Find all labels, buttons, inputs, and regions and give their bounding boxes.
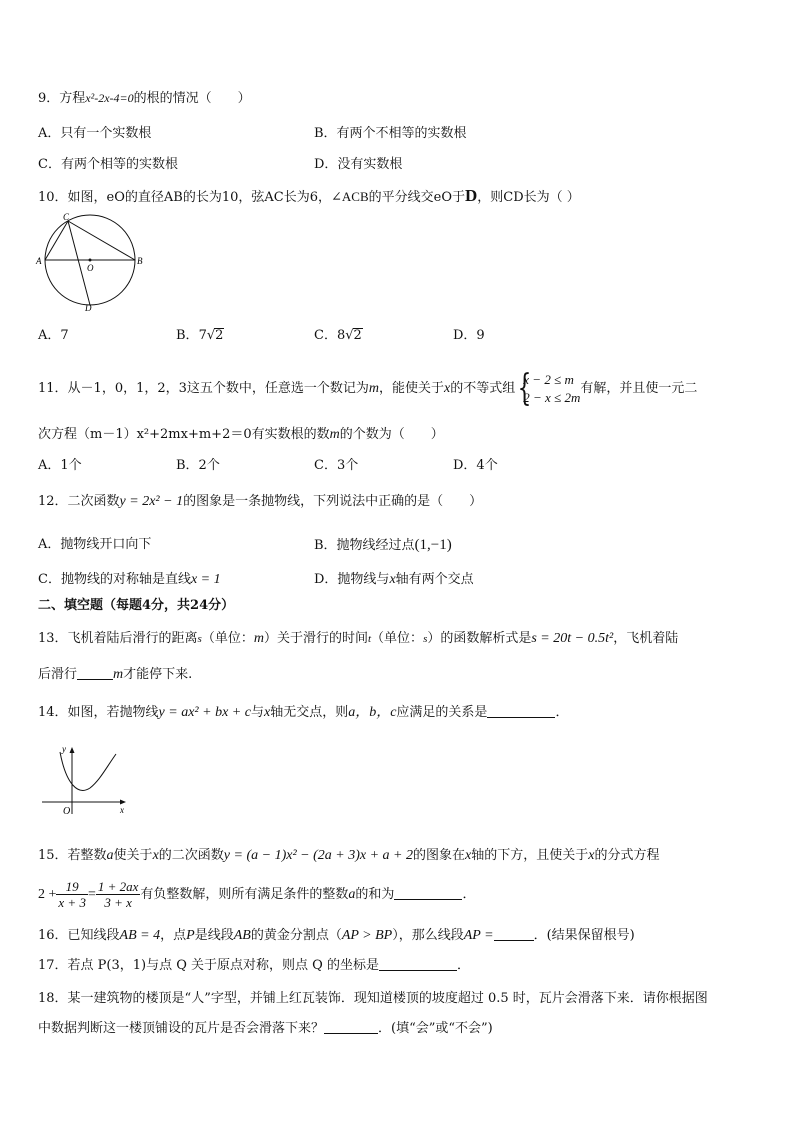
q16-point-p: P bbox=[186, 928, 195, 943]
q15-fraction-2-numerator: 1 + 2ax bbox=[97, 879, 139, 894]
q12-option-d-text-a: D．抛物线与 bbox=[314, 572, 390, 587]
q11-stem-line2 bbox=[38, 426, 444, 444]
q13-stem-b: （单位： bbox=[201, 631, 254, 646]
q13-var-t: t bbox=[367, 633, 372, 645]
q12-option-c-text: C．抛物线的对称轴是直线 bbox=[38, 572, 191, 587]
q9-option-c: C．有两个相等的实数根 bbox=[38, 157, 178, 172]
q10-option-c-radicand: 2 bbox=[353, 328, 362, 343]
q18-stem: 18．某一建筑物的楼顶是“人”字型，并铺上红瓦装饰．现知道楼顶的坡度超过 0.5 时，瓦片会滑落下来．请你根据图 bbox=[38, 991, 708, 1006]
q14-parabola-figure bbox=[38, 740, 134, 818]
q12-option-c-equation: x = 1 bbox=[190, 572, 221, 587]
q10-circle-figure bbox=[34, 210, 146, 312]
q14-stem-b: 与 bbox=[250, 705, 264, 720]
q14-stem-e: ． bbox=[555, 705, 569, 720]
q13-line2-b: 才能停下来. bbox=[123, 667, 193, 682]
q16-stem-f: ．(结果保留根号) bbox=[533, 928, 635, 943]
q11-stem bbox=[38, 367, 698, 409]
q9-equation: x²-2x-4=0 bbox=[85, 91, 134, 105]
q16-segment-length: AB = 4 bbox=[119, 928, 161, 943]
section-fill-in-blank-heading: 二、填空题（每题4分，共24分） bbox=[38, 598, 235, 613]
q9-option-a: A．只有一个实数根 bbox=[38, 126, 152, 141]
q16-stem-a: 16．已知线段 bbox=[38, 928, 120, 943]
q11-option-a: A．1个 bbox=[38, 458, 82, 473]
q10-stem-d: O于 bbox=[441, 190, 466, 205]
q11-var-x: x bbox=[444, 381, 451, 396]
q15-stem bbox=[38, 847, 659, 865]
q13-function: s = 20t − 0.5t² bbox=[531, 631, 614, 646]
q10-stem-b: O的直径AB的长为10，弦AC长为6， bbox=[114, 190, 331, 205]
q13-unit-m: m bbox=[253, 631, 264, 646]
q9-option-b: B．有两个不相等的实数根 bbox=[314, 126, 467, 141]
q17-stem-a: 17．若点 P(3，1)与点 Q 关于原点对称，则点 Q 的坐标是 bbox=[38, 958, 379, 973]
q15-eq-prefix: 2 + bbox=[38, 887, 57, 902]
q10-stem-c: 的平分线交 bbox=[368, 190, 434, 205]
q17-answer-blank[interactable] bbox=[379, 956, 457, 971]
q11-stem-c: 的不等式组 bbox=[450, 381, 516, 396]
q15-stem-c: 的二次函数 bbox=[158, 848, 224, 863]
q11-stem-a: 11．从－1，0，1，2，3这五个数中，任意选一个数记为 bbox=[38, 381, 369, 396]
q10-option-b-sqrt: √ bbox=[206, 328, 216, 343]
q16-segment-ab: AB bbox=[233, 928, 251, 943]
q9-stem-a: 9．方程 bbox=[38, 91, 86, 106]
q12-stem-a: 12．二次函数 bbox=[38, 494, 120, 509]
q10-circle-symbol-2: e bbox=[433, 190, 442, 205]
q10-angle: ∠ACB bbox=[331, 189, 369, 204]
q14-function: y = ax² + bx + c bbox=[158, 705, 251, 720]
q16-stem-e: ），那么线段 bbox=[392, 928, 464, 943]
q15-fraction-2-denominator: 3 + x bbox=[104, 895, 132, 910]
q13-stem-line2 bbox=[38, 665, 192, 684]
q14-stem-c: 轴无交点，则 bbox=[270, 705, 349, 720]
q10-option-c-label: C． bbox=[314, 328, 337, 343]
q12-option-b-point: (1,−1) bbox=[414, 537, 452, 553]
q16-stem-c: 是线段 bbox=[194, 928, 234, 943]
q18-line2-a: 中数据判断这一楼顶铺设的瓦片是否会滑落下来？ bbox=[38, 1021, 325, 1036]
q11-inequality-2: 2 − x ≤ 2m bbox=[523, 389, 581, 405]
q14-x-axis-arrow bbox=[120, 800, 126, 805]
q13-line2-m: m bbox=[113, 667, 124, 682]
q12-option-d bbox=[314, 571, 474, 589]
q10-option-a: A．7 bbox=[38, 328, 69, 343]
q10-label-a: A bbox=[36, 256, 42, 266]
q15-fraction-1-numerator: 19 bbox=[56, 879, 88, 895]
q10-stem bbox=[38, 187, 580, 207]
q13-stem-f: ，飞机着陆 bbox=[613, 631, 679, 646]
q14-y-axis-arrow bbox=[70, 747, 75, 753]
q10-circle-symbol-1: e bbox=[106, 190, 115, 205]
q10-option-b-label: B． bbox=[176, 328, 199, 343]
q18-answer-blank[interactable] bbox=[324, 1019, 378, 1034]
q13-stem-a: 13．飞机着陆后滑行的距离 bbox=[38, 631, 198, 646]
q18-stem-line2 bbox=[38, 1019, 493, 1038]
q13-stem-c: ）关于滑行的时间 bbox=[263, 631, 368, 646]
q11-option-b: B．2个 bbox=[176, 458, 220, 473]
q15-answer-blank[interactable] bbox=[394, 885, 462, 900]
q10-stem-a: 10．如图， bbox=[38, 190, 107, 205]
q15-fraction-1-denominator: x + 3 bbox=[58, 895, 86, 910]
q12-option-d-text-b: 轴有两个交点 bbox=[395, 572, 474, 587]
q14-stem bbox=[38, 703, 568, 722]
q13-line2-a: 后滑行 bbox=[38, 667, 78, 682]
q12-stem-b: 的图象是一条抛物线，下列说法中正确的是（ ） bbox=[183, 494, 483, 509]
q12-option-d-x: x bbox=[389, 572, 396, 587]
q14-label-x: x bbox=[120, 805, 124, 815]
q10-label-b: B bbox=[137, 256, 143, 266]
q12-function: y = 2x² − 1 bbox=[119, 494, 184, 509]
q10-label-o: O bbox=[87, 263, 94, 273]
q15-line2-c: ． bbox=[462, 887, 476, 902]
q13-stem bbox=[38, 630, 678, 648]
q11-line2-m: m bbox=[329, 427, 340, 442]
q13-answer-blank[interactable] bbox=[77, 665, 113, 680]
q14-stem-a: 14．如图，若抛物线 bbox=[38, 705, 159, 720]
q16-stem-d: 的黄金分割点（ bbox=[250, 928, 342, 943]
q10-option-b-radicand: 2 bbox=[215, 328, 224, 343]
q10-option-b bbox=[176, 327, 224, 345]
q13-stem-e: ）的函数解析式是 bbox=[427, 631, 532, 646]
q16-stem bbox=[38, 926, 635, 945]
q15-var-x: x bbox=[152, 848, 159, 863]
q14-label-y: y bbox=[62, 744, 66, 754]
q11-stem-b: ，能使关于 bbox=[379, 381, 445, 396]
q12-option-c bbox=[38, 571, 221, 589]
q11-var-m: m bbox=[368, 381, 380, 396]
q10-option-d: D．9 bbox=[453, 328, 485, 343]
q12-option-b bbox=[314, 536, 452, 555]
q15-line2-b: 的和为 bbox=[355, 887, 395, 902]
q16-stem-b: ，点 bbox=[160, 928, 187, 943]
q10-center-dot bbox=[89, 259, 92, 262]
q15-fraction-2 bbox=[96, 879, 141, 910]
q15-stem-f: 的分式方程 bbox=[594, 848, 660, 863]
q9-stem bbox=[38, 89, 251, 108]
q13-unit-s: s bbox=[423, 633, 428, 645]
q14-label-o: O bbox=[63, 806, 71, 817]
q15-eq-equals: = bbox=[87, 887, 96, 902]
q16-answer-blank[interactable] bbox=[494, 926, 534, 941]
q11-inequality-system bbox=[515, 367, 581, 409]
q14-answer-blank[interactable] bbox=[487, 703, 555, 718]
q11-line2-b: 的个数为（ ） bbox=[339, 427, 444, 442]
q9-option-d: D．没有实数根 bbox=[314, 157, 403, 172]
q10-chord-ca bbox=[45, 221, 68, 260]
q9-stem-b: 的根的情况（ ） bbox=[133, 91, 251, 106]
q10-option-c bbox=[314, 327, 363, 345]
q15-stem-b: 使关于 bbox=[113, 848, 153, 863]
q14-stem-d: 应满足的关系是 bbox=[396, 705, 488, 720]
q15-stem-a: 15．若整数 bbox=[38, 848, 107, 863]
q16-condition: AP > BP bbox=[341, 928, 393, 943]
q12-stem bbox=[38, 493, 482, 511]
q17-stem bbox=[38, 956, 470, 975]
q11-option-c: C．3个 bbox=[314, 458, 359, 473]
q14-var-x: x bbox=[263, 705, 271, 720]
q13-var-s: s bbox=[197, 633, 202, 645]
q11-inequality-1: x − 2 ≤ m bbox=[523, 371, 574, 387]
q15-var-a: a bbox=[106, 848, 114, 863]
q17-stem-b: ． bbox=[456, 958, 470, 973]
q10-stem-e: ，则CD长为（ ） bbox=[477, 190, 580, 205]
q15-var-x-3: x bbox=[588, 848, 595, 863]
q15-function: y = (a − 1)x² − (2a + 3)x + a + 2 bbox=[223, 848, 413, 863]
q12-option-b-text: B．抛物线经过点 bbox=[314, 538, 415, 553]
q10-label-c: C bbox=[63, 212, 70, 222]
q15-var-x-2: x bbox=[464, 848, 472, 863]
q11-line2-a: 次方程（m－1）x²+2mx+m+2＝0有实数根的数 bbox=[38, 427, 330, 442]
q12-option-a: A．抛物线开口向下 bbox=[38, 537, 152, 552]
q15-fraction-1 bbox=[56, 879, 88, 910]
q14-parabola bbox=[60, 752, 116, 790]
q13-stem-d: （单位： bbox=[371, 631, 424, 646]
q15-stem-line2 bbox=[38, 878, 475, 912]
q10-option-c-coef: 8 bbox=[336, 328, 346, 343]
q15-line2-a: 有负整数解，则所有满足条件的整数 bbox=[140, 887, 349, 902]
q15-stem-d: 的图象在 bbox=[412, 848, 465, 863]
q11-brace: { bbox=[517, 367, 532, 409]
q18-line2-b: ．(填“会”或“不会”) bbox=[378, 1021, 493, 1036]
q11-stem-d: 有解，并且使一元二 bbox=[580, 381, 698, 396]
q10-point-d: D bbox=[465, 186, 478, 205]
q14-vars-abc: a，b，c bbox=[348, 705, 397, 720]
q15-line2-var-a: a bbox=[348, 887, 356, 902]
q10-option-c-sqrt: √ bbox=[345, 328, 354, 343]
q11-option-d: D．4个 bbox=[453, 458, 498, 473]
q10-option-b-coef: 7 bbox=[198, 328, 207, 343]
q16-ap: AP = bbox=[463, 928, 494, 943]
q15-stem-e: 轴的下方，且使关于 bbox=[471, 848, 589, 863]
q10-chord-cb bbox=[68, 221, 135, 260]
q10-label-d: D bbox=[85, 303, 92, 312]
